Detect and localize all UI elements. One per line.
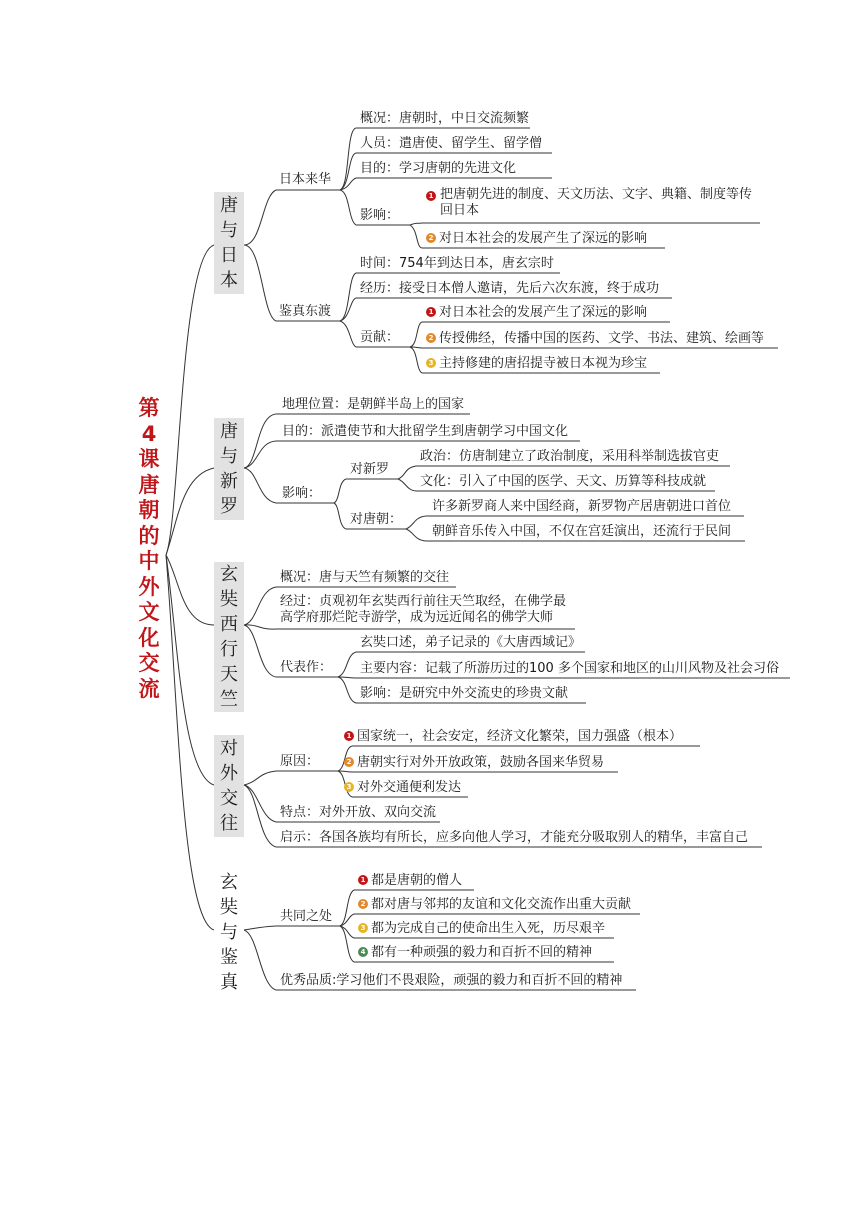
japan-purpose: 目的：学习唐朝的先进文化 bbox=[360, 161, 517, 176]
exchange-reason-1: 1 国家统一，社会安定，经济文化繁荣，国力强盛（根本） bbox=[344, 729, 682, 745]
exchange-lesson: 启示：各国各族均有所长，应多向他人学习，才能充分吸取别人的精华，丰富自己 bbox=[280, 830, 749, 845]
number-2-icon: 2 bbox=[426, 333, 436, 343]
number-3-icon: 3 bbox=[344, 782, 354, 792]
japan-overview: 概况：唐朝时，中日交流频繁 bbox=[360, 111, 530, 126]
xuanzang-process: 经过：贞观初年玄奘西行前往天竺取经，在佛学最高学府那烂陀寺游学，成为远近闻名的佛学大师 bbox=[280, 594, 567, 625]
number-1-icon: 1 bbox=[426, 191, 436, 201]
common-1: 1 都是唐朝的僧人 bbox=[358, 873, 462, 889]
silla-politics: 政治：仿唐制建立了政治制度，采用科举制选拔官吏 bbox=[420, 449, 720, 464]
number-4-icon: 4 bbox=[358, 947, 368, 957]
silla-tang-2: 朝鲜音乐传入中国，不仅在宫廷演出，还流行于民间 bbox=[432, 524, 732, 539]
common-4: 4 都有一种顽强的毅力和百折不回的精神 bbox=[358, 945, 592, 961]
jianzhen-contribution-label: 贡献： bbox=[360, 330, 400, 345]
jianzhen-contribution-3: 3 主持修建的唐招提寺被日本视为珍宝 bbox=[426, 356, 647, 372]
number-1-icon: 1 bbox=[426, 307, 436, 317]
jianzhen-contribution-1: 1 对日本社会的发展产生了深远的影响 bbox=[426, 305, 647, 321]
topic-xuanzang-jianzhen: 玄 奘 与 鉴 真 bbox=[214, 870, 244, 994]
topic-tang-japan: 唐 与 日 本 bbox=[214, 192, 244, 294]
compare-quality: 优秀品质:学习他们不畏艰险，顽强的毅力和百折不回的精神 bbox=[280, 973, 623, 988]
jianzhen-label: 鉴真东渡 bbox=[279, 304, 332, 319]
to-tang-label: 对唐朝： bbox=[350, 512, 403, 527]
japan-impact-2: 2 对日本社会的发展产生了深远的影响 bbox=[426, 231, 647, 247]
silla-location: 地理位置：是朝鲜半岛上的国家 bbox=[282, 397, 465, 412]
xuanzang-work-1: 玄奘口述，弟子记录的《大唐西域记》 bbox=[360, 635, 582, 650]
common-2: 2 都对唐与邻邦的友谊和文化交流作出重大贡献 bbox=[358, 897, 631, 913]
number-3-icon: 3 bbox=[358, 923, 368, 933]
to-silla-label: 对新罗 bbox=[350, 462, 390, 477]
exchange-reason-3: 3 对外交通便利发达 bbox=[344, 780, 461, 796]
jianzhen-contribution-2: 2 传授佛经，传播中国的医药、文学、书法、建筑、绘画等 bbox=[426, 331, 764, 347]
japan-impact-label: 影响： bbox=[360, 208, 400, 223]
jianzhen-time: 时间：754年到达日本，唐玄宗时 bbox=[360, 256, 554, 271]
number-1-icon: 1 bbox=[358, 875, 368, 885]
topic-foreign-exchange: 对 外 交 往 bbox=[214, 735, 244, 837]
common-label: 共同之处 bbox=[280, 909, 333, 924]
topic-xuanzang-journey: 玄 奘 西 行 天 竺 bbox=[214, 562, 244, 712]
xuanzang-work-3: 影响：是研究中外交流史的珍贵文献 bbox=[360, 686, 569, 701]
xuanzang-work-2: 主要内容：记载了所游历过的100 多个国家和地区的山川风物及社会习俗 bbox=[360, 661, 779, 676]
xuanzang-work-label: 代表作： bbox=[280, 660, 333, 675]
exchange-reason-label: 原因： bbox=[280, 754, 320, 769]
number-2-icon: 2 bbox=[344, 757, 354, 767]
common-3: 3 都为完成自己的使命出生入死，历尽艰辛 bbox=[358, 921, 605, 937]
lesson-title: 第 4 课 唐 朝 的 中 外 文 化 交 流 bbox=[138, 396, 160, 701]
silla-impact-label: 影响： bbox=[282, 486, 322, 501]
exchange-feature: 特点：对外开放、双向交流 bbox=[280, 805, 437, 820]
japan-visit-label: 日本来华 bbox=[279, 172, 332, 187]
number-2-icon: 2 bbox=[426, 233, 436, 243]
xuanzang-overview: 概况：唐与天竺有频繁的交往 bbox=[280, 570, 450, 585]
silla-purpose: 目的：派遣使节和大批留学生到唐朝学习中国文化 bbox=[282, 424, 569, 439]
topic-tang-silla: 唐 与 新 罗 bbox=[214, 418, 244, 520]
number-1-icon: 1 bbox=[344, 731, 354, 741]
number-3-icon: 3 bbox=[426, 358, 436, 368]
silla-tang-1: 许多新罗商人来中国经商，新罗物产居唐朝进口首位 bbox=[432, 499, 732, 514]
number-2-icon: 2 bbox=[358, 899, 368, 909]
japan-people: 人员：遣唐使、留学生、留学僧 bbox=[360, 136, 543, 151]
japan-impact-1: 把唐朝先进的制度、天文历法、文字、典籍、制度等传回日本 bbox=[440, 187, 753, 218]
exchange-reason-2: 2 唐朝实行对外开放政策，鼓励各国来华贸易 bbox=[344, 755, 604, 771]
jianzhen-experience: 经历：接受日本僧人邀请，先后六次东渡，终于成功 bbox=[360, 281, 660, 296]
silla-culture: 文化：引入了中国的医学、天文、历算等科技成就 bbox=[420, 474, 707, 489]
